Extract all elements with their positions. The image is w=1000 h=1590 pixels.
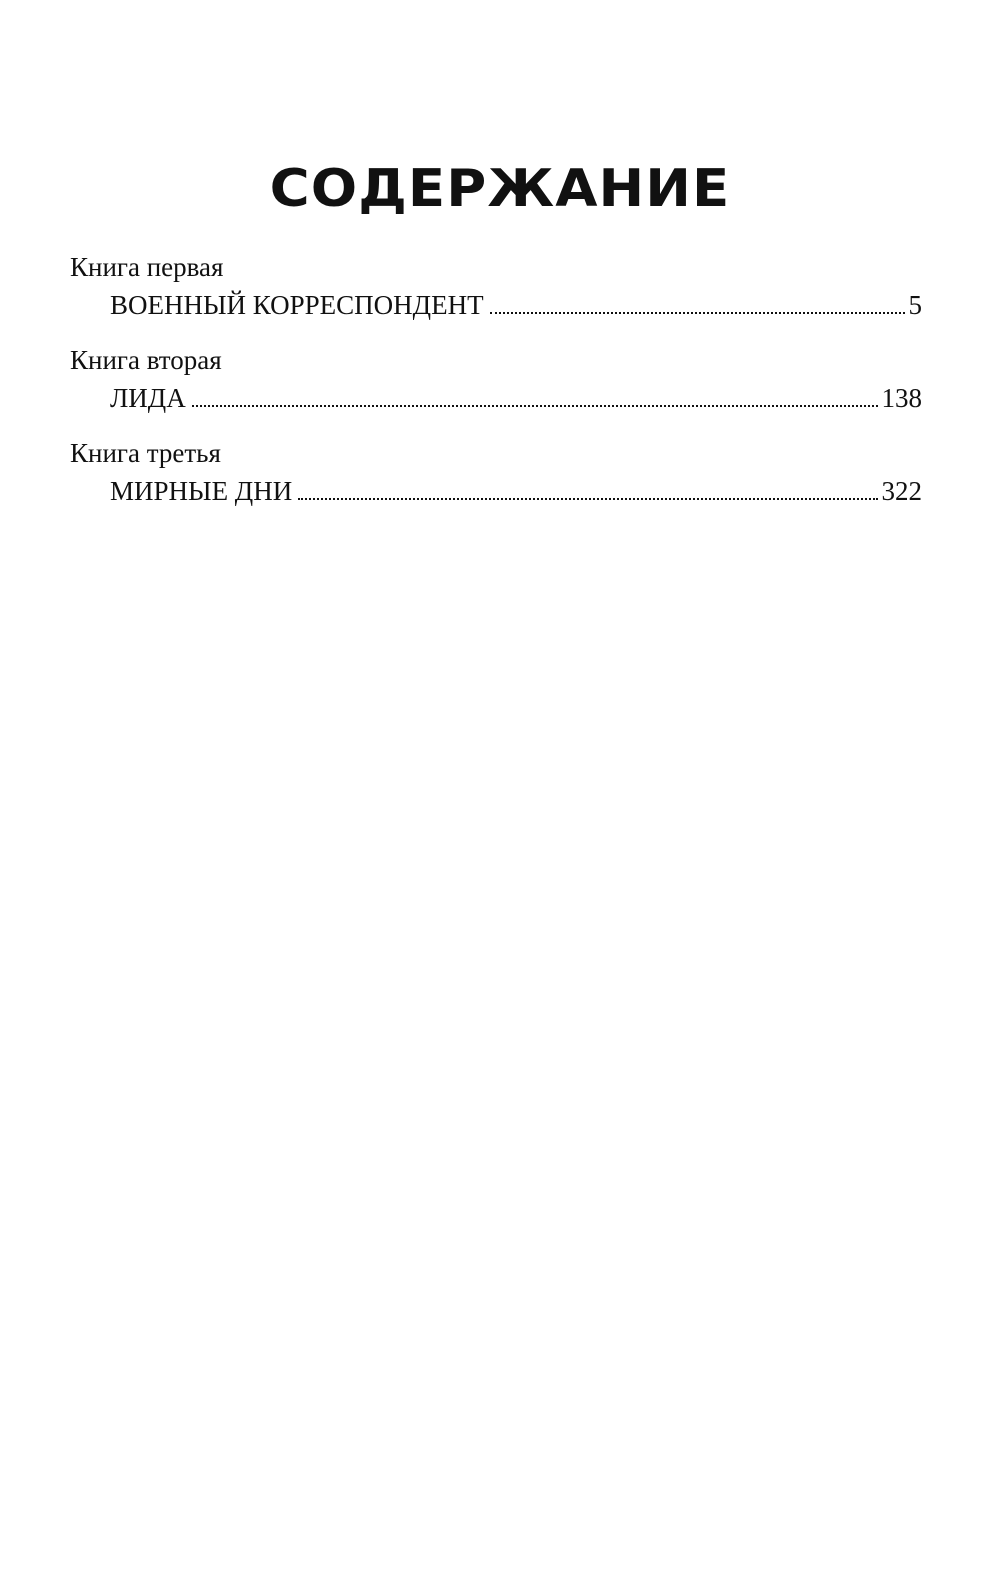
book-label: Книга вторая [70,345,222,375]
table-of-contents [70,248,922,527]
dot-leader [298,497,877,500]
chapter-title: МИРНЫЕ ДНИ [110,476,293,506]
page-number: 322 [881,476,922,506]
chapter-title: ЛИДА [110,383,186,413]
toc-entry-book-1 [70,248,922,324]
page-title: СОДЕРЖАНИЕ [269,158,731,219]
page-number: 5 [908,290,922,320]
toc-entry-book-2 [70,341,922,417]
chapter-title: ВОЕННЫЙ КОРРЕСПОНДЕНТ [110,290,484,320]
dot-leader [192,404,878,407]
page-number: 138 [881,383,922,413]
book-label: Книга третья [70,438,221,468]
dot-leader [490,311,905,314]
toc-entry-book-3 [70,434,922,510]
toc-line[interactable] [70,379,922,417]
toc-line[interactable] [70,286,922,324]
book-label: Книга первая [70,252,224,282]
toc-line[interactable] [70,472,922,510]
